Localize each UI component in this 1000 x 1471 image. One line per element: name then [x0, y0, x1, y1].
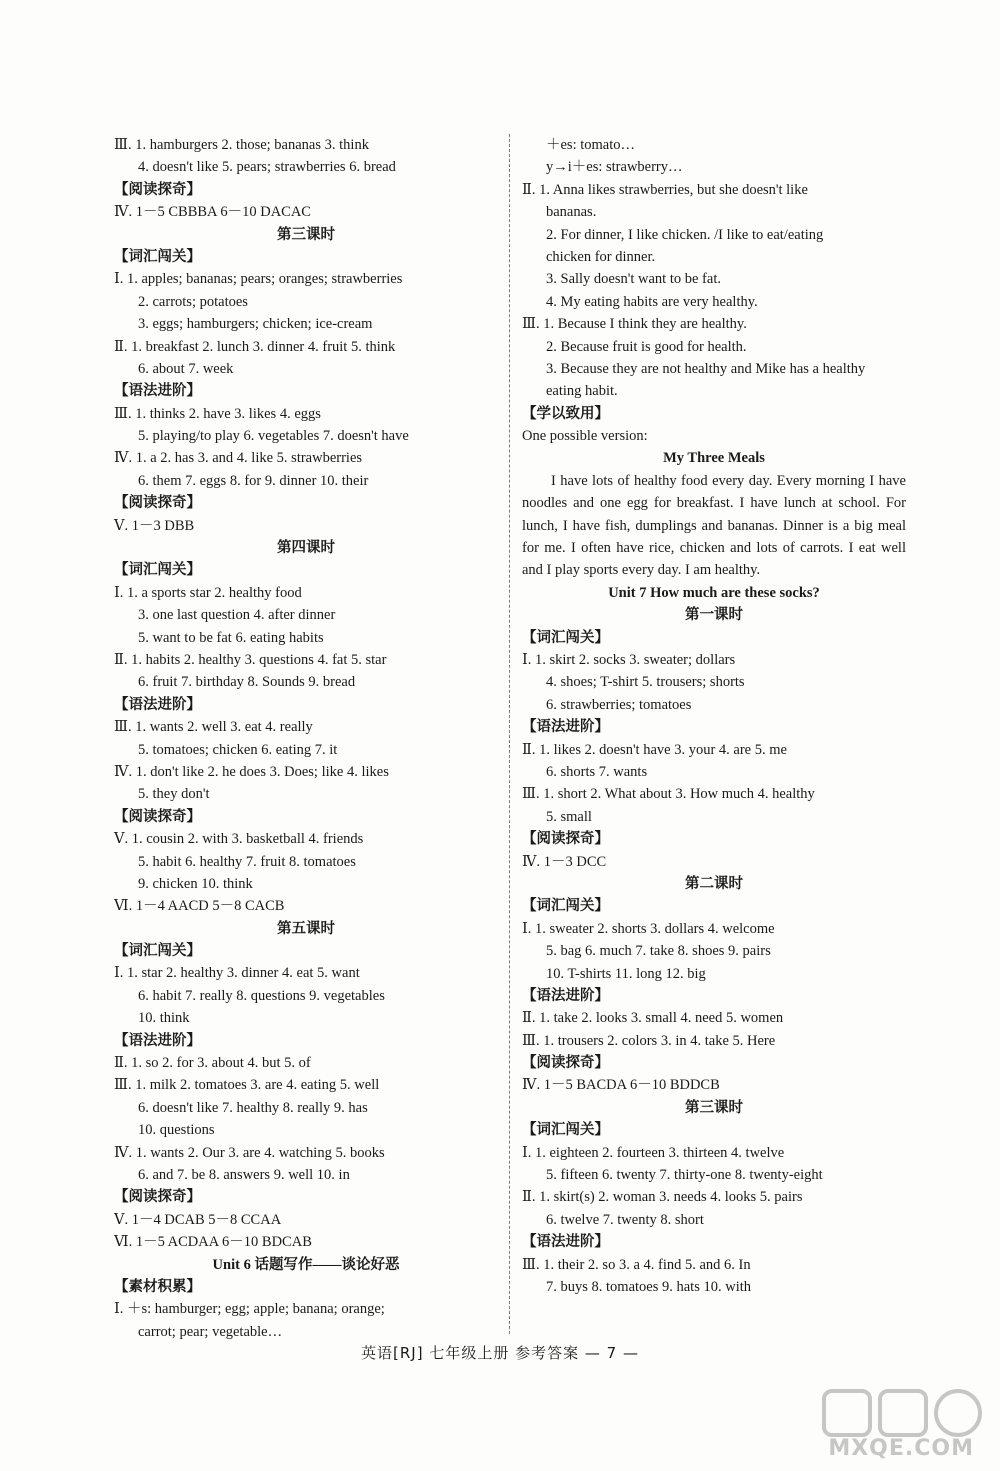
section-heading: 【阅读探奇】 [114, 1189, 201, 1206]
answer-line: 3. Because they are not healthy and Mike has a healthy [546, 360, 866, 377]
answer-line: Ⅰ. 1. skirt 2. socks 3. sweater; dollars [522, 652, 736, 669]
answer-line: 5. small [546, 808, 592, 825]
answer-line: 4. doesn't like 5. pears; strawberries 6. bread [138, 159, 396, 176]
answer-line: 3. Sally doesn't want to be fat. [546, 271, 721, 288]
answer-line: 6. doesn't like 7. healthy 8. really 9. has [138, 1099, 368, 1116]
answer-line: 2. carrots; potatoes [138, 293, 248, 310]
answer-line: 10. questions [138, 1122, 215, 1139]
answer-line: bananas. [546, 204, 597, 221]
answer-line: 6. them 7. eggs 8. for 9. dinner 10. their [138, 472, 369, 489]
answer-line: 6. habit 7. really 8. questions 9. vegetables [138, 987, 385, 1004]
answer-line: 9. chicken 10. think [138, 875, 253, 892]
watermark-text: MXQE.COM [828, 1436, 974, 1461]
section-heading: 【词汇闯关】 [522, 1122, 609, 1139]
right-column [522, 134, 906, 1298]
section-heading: 【语法进阶】 [522, 987, 609, 1004]
answer-line: 3. one last question 4. after dinner [138, 607, 336, 624]
section-heading: 【词汇闯关】 [114, 943, 201, 960]
section-heading: 【词汇闯关】 [114, 562, 201, 579]
right-column-top [522, 134, 906, 470]
answer-line: Ⅲ. 1. wants 2. well 3. eat 4. really [114, 719, 313, 736]
answer-line: chicken for dinner. [546, 248, 656, 265]
answer-line: 6. twelve 7. twenty 8. short [546, 1211, 704, 1228]
answer-line: 6. about 7. week [138, 360, 234, 377]
answer-line: Ⅱ. 1. likes 2. doesn't have 3. your 4. are 5. me [522, 741, 787, 758]
section-heading: 【语法进阶】 [114, 383, 201, 400]
section-heading: 【词汇闯关】 [114, 248, 201, 265]
answer-line: 6. and 7. be 8. answers 9. well 10. in [138, 1166, 350, 1183]
answer-line: Ⅲ. 1. thinks 2. have 3. likes 4. eggs [114, 405, 321, 422]
answer-line: 5. playing/to play 6. vegetables 7. doesn't have [138, 428, 409, 445]
lesson-title: 第四课时 [277, 540, 335, 557]
section-heading: 【阅读探奇】 [114, 495, 201, 512]
answer-line: ＋es: tomato… [546, 137, 636, 153]
answer-line: Ⅲ. 1. their 2. so 3. a 4. find 5. and 6. In [522, 1256, 751, 1273]
lesson-title: Unit 6 话题写作——谈论好恶 [212, 1256, 400, 1273]
section-heading: 【学以致用】 [522, 405, 609, 422]
answer-line: 6. fruit 7. birthday 8. Sounds 9. bread [138, 674, 356, 691]
section-heading: 【素材积累】 [114, 1278, 201, 1295]
lesson-title: 第三课时 [685, 1099, 743, 1116]
answer-line: Ⅱ. 1. so 2. for 3. about 4. but 5. of [114, 1055, 311, 1072]
answer-line: Ⅱ. 1. habits 2. healthy 3. questions 4. fat 5. star [114, 651, 387, 668]
answer-line: Ⅱ. 1. Anna likes strawberries, but she doesn't like [522, 181, 808, 198]
page-footer: 英语[RJ] 七年级上册 参考答案 — 7 — [361, 1344, 639, 1362]
answer-line: Ⅱ. 1. take 2. looks 3. small 4. need 5. women [522, 1010, 784, 1027]
answer-line: 6. strawberries; tomatoes [546, 696, 692, 713]
lesson-title: My Three Meals [663, 450, 765, 467]
answer-line: Ⅳ. 1. a 2. has 3. and 4. like 5. strawberries [114, 450, 363, 467]
answer-line: Ⅲ. 1. hamburgers 2. those; bananas 3. think [114, 137, 369, 153]
answer-line: 5. habit 6. healthy 7. fruit 8. tomatoes [138, 853, 356, 870]
section-heading: 【语法进阶】 [522, 719, 609, 736]
watermark-stamp-icon [818, 1385, 988, 1441]
lesson-title: 第三课时 [277, 226, 335, 243]
answer-line: Ⅰ. 1. apples; bananas; pears; oranges; strawberries [114, 271, 403, 288]
answer-line: Ⅲ. 1. short 2. What about 3. How much 4. healthy [522, 786, 815, 803]
answer-line: One possible version: [522, 428, 648, 445]
answer-line: 5. they don't [138, 786, 210, 803]
answer-line: Ⅲ. 1. milk 2. tomatoes 3. are 4. eating 5. well [114, 1077, 380, 1094]
lesson-title: 第一课时 [685, 607, 743, 624]
section-heading: 【词汇闯关】 [522, 898, 609, 915]
answer-line: Ⅰ. 1. eighteen 2. fourteen 3. thirteen 4. twelve [522, 1144, 785, 1161]
answer-line: Ⅴ. 1. cousin 2. with 3. basketball 4. friends [114, 831, 364, 848]
answer-line: Ⅳ. 1－5 CBBBA 6－10 DACAC [114, 204, 311, 221]
column-divider [509, 134, 510, 1334]
essay-paragraph: I have lots of healthy food every day. Every morning I have noodles and one egg for breakfast. I have lunch at school. For lunch, I have fish, dumplings and bananas. Dinner is a big meal for me. I often have rice, chicken and lots of carrots. I eat well and I play sports every day. I am healthy. [522, 472, 906, 579]
answer-line: Ⅵ. 1－4 AACD 5－8 CACB [114, 898, 285, 915]
answer-line: Ⅳ. 1. wants 2. Our 3. are 4. watching 5. books [114, 1144, 385, 1161]
answer-line: 5. want to be fat 6. eating habits [138, 629, 324, 646]
answer-line: Ⅱ. 1. breakfast 2. lunch 3. dinner 4. fruit 5. think [114, 338, 396, 355]
section-heading: 【阅读探奇】 [114, 808, 201, 825]
answer-line: Ⅲ. 1. trousers 2. colors 3. in 4. take 5. Here [522, 1032, 776, 1049]
answer-line: 6. shorts 7. wants [546, 764, 648, 781]
answer-line: Ⅰ. 1. sweater 2. shorts 3. dollars 4. welcome [522, 920, 775, 937]
section-heading: 【语法进阶】 [522, 1234, 609, 1251]
answer-line: 5. bag 6. much 7. take 8. shoes 9. pairs [546, 943, 771, 960]
answer-line: 5. fifteen 6. twenty 7. thirty-one 8. twenty-eight [546, 1167, 823, 1184]
section-heading: 【语法进阶】 [114, 696, 201, 713]
watermark-logo [818, 1385, 988, 1465]
answer-line: eating habit. [546, 383, 618, 400]
answer-line: 3. eggs; hamburgers; chicken; ice-cream [138, 316, 373, 333]
right-column-bottom [522, 582, 906, 1299]
section-heading: 【词汇闯关】 [522, 629, 609, 646]
left-column [114, 134, 498, 1343]
answer-line: Ⅰ. 1. a sports star 2. healthy food [114, 584, 302, 601]
answer-line: 4. shoes; T-shirt 5. trousers; shorts [546, 674, 745, 691]
section-heading: 【阅读探奇】 [114, 181, 201, 198]
answer-line: 4. My eating habits are very healthy. [546, 293, 758, 310]
answer-line: Ⅳ. 1－3 DCC [522, 853, 607, 870]
answer-line: 10. T-shirts 11. long 12. big [546, 965, 706, 982]
lesson-title: 第二课时 [685, 875, 743, 892]
section-heading: 【语法进阶】 [114, 1032, 201, 1049]
lesson-title: Unit 7 How much are these socks? [608, 584, 820, 601]
answer-line: Ⅲ. 1. Because I think they are healthy. [522, 316, 747, 333]
answer-line: 2. For dinner, I like chicken. /I like to eat/eating [546, 226, 824, 243]
answer-line: y→i＋es: strawberry… [546, 159, 683, 176]
answer-line: Ⅳ. 1－5 BACDA 6－10 BDDCB [522, 1077, 720, 1094]
answer-line: Ⅱ. 1. skirt(s) 2. woman 3. needs 4. looks 5. pairs [522, 1189, 803, 1206]
section-heading: 【阅读探奇】 [522, 1055, 609, 1072]
answer-line: 10. think [138, 1010, 190, 1027]
answer-line: Ⅰ. 1. star 2. healthy 3. dinner 4. eat 5. want [114, 965, 360, 982]
answer-line: Ⅴ. 1－3 DBB [114, 517, 195, 534]
answer-line: Ⅵ. 1－5 ACDAA 6－10 BDCAB [114, 1234, 312, 1251]
answer-line: 7. buys 8. tomatoes 9. hats 10. with [546, 1279, 752, 1295]
lesson-title: 第五课时 [277, 920, 335, 937]
answer-line: 5. tomatoes; chicken 6. eating 7. it [138, 741, 338, 758]
answer-line: Ⅰ. ＋s: hamburger; egg; apple; banana; orange; [114, 1301, 385, 1318]
answer-line: Ⅴ. 1－4 DCAB 5－8 CCAA [114, 1211, 282, 1228]
answer-line: 2. Because fruit is good for health. [546, 338, 747, 355]
answer-line: Ⅳ. 1. don't like 2. he does 3. Does; like 4. likes [114, 763, 389, 780]
section-heading: 【阅读探奇】 [522, 831, 609, 848]
answer-line: carrot; pear; vegetable… [138, 1323, 283, 1340]
